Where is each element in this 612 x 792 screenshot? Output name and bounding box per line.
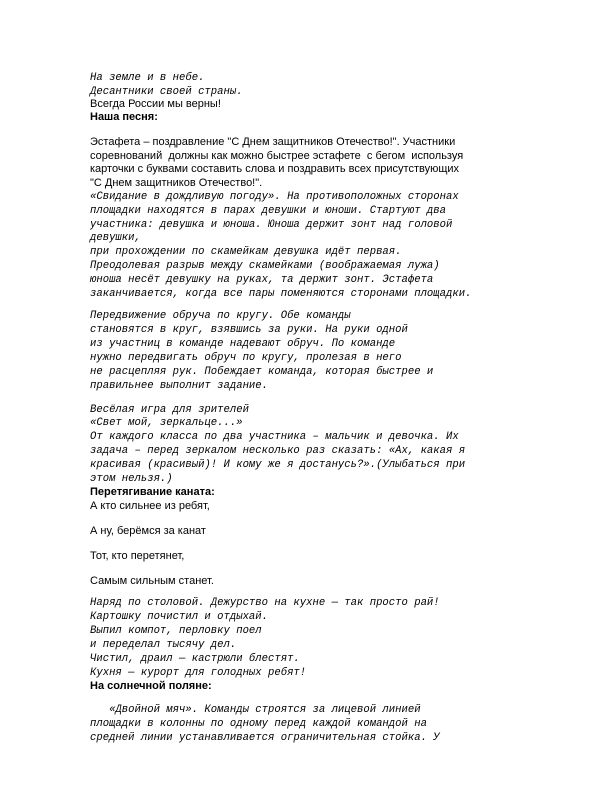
- hoop-game-line: Передвижение обруча по кругу. Обе команды: [90, 310, 351, 322]
- kitchen-verse-line: и переделал тысячу дел.: [90, 639, 237, 651]
- hoop-game-line: становятся в круг, взявшись за руки. На руки одной: [90, 324, 408, 336]
- ball-game-line: площадки в колонны по одному перед каждой командой на: [90, 718, 427, 730]
- kitchen-verse-line: Картошку почистил и отдыхай.: [90, 611, 269, 623]
- date-game-line: при прохождении по скамейкам девушка идёт первая.: [90, 246, 402, 258]
- mirror-game-line: От каждого класса по два участника – мальчик и девочка. Их: [90, 431, 459, 443]
- poem-line: Десантники своей страны.: [90, 86, 243, 98]
- hoop-game-line: правильнее выполнит задание.: [90, 380, 269, 392]
- date-game-line: площадки находятся в парах девушки и юноши. Стартуют два: [90, 205, 447, 217]
- date-game-line: «Свидание в дождливую погоду». На противоположных сторонах: [90, 191, 459, 203]
- mirror-game-line: Весёлая игра для зрителей: [90, 404, 249, 416]
- date-game-line: девушки,: [90, 232, 141, 244]
- hoop-game-line: не расцепляя рук. Побеждает команда, которая быстрее и: [90, 366, 434, 378]
- tug-verse-line: Самым сильным станет.: [90, 575, 214, 587]
- song-heading: Наша песня:: [90, 111, 158, 123]
- sunny-heading: На солнечной поляне:: [90, 680, 212, 692]
- poem-line: На земле и в небе.: [90, 72, 205, 84]
- ball-game-line: средней линии устанавливается ограничительная стойка. У: [90, 732, 440, 744]
- poem-line: Всегда России мы верны!: [90, 98, 221, 110]
- hoop-game-line: из участниц в команде надевают обруч. По команде: [90, 338, 396, 350]
- tug-heading: Перетягивание каната:: [90, 486, 215, 498]
- mirror-game-line: «Свет мой, зеркальце...»: [90, 417, 243, 429]
- relay-text-line: "С Днем защитников Отечество!".: [90, 177, 263, 189]
- tug-verse-line: А ну, берёмся за канат: [90, 525, 206, 537]
- ball-game-line: «Двойной мяч». Команды строятся за лицевой линией: [90, 704, 421, 716]
- date-game-line: участника: девушка и юноша. Юноша держит зонт над головой: [90, 219, 453, 231]
- kitchen-verse-line: Кухня — курорт для голодных ребят!: [90, 667, 307, 679]
- mirror-game-line: красивая (красивый)! И кому же я достанусь?».(Улыбаться при: [90, 459, 466, 471]
- date-game-line: заканчивается, когда все пары поменяются сторонами площадки.: [90, 288, 472, 300]
- kitchen-verse-line: Наряд по столовой. Дежурство на кухне — так просто рай!: [90, 597, 440, 609]
- kitchen-verse-line: Чистил, драил — кастрюли блестят.: [90, 653, 300, 665]
- relay-text-line: карточки с буквами составить слова и поздравить всех присутствующих: [90, 163, 460, 175]
- date-game-line: Преодолевая разрыв между скамейками (воображаемая лужа): [90, 260, 440, 272]
- mirror-game-line: этом нельзя.): [90, 473, 173, 485]
- tug-verse-line: Тот, кто перетянет,: [90, 550, 185, 562]
- date-game-line: юноша несёт девушку на руках, та держит зонт. Эстафета: [90, 274, 434, 286]
- hoop-game-line: нужно передвигать обруч по кругу, пролезая в него: [90, 352, 402, 364]
- mirror-game-line: задача – перед зеркалом несколько раз сказать: «Ах, какая я: [90, 445, 466, 457]
- kitchen-verse-line: Выпил компот, перловку поел: [90, 625, 262, 637]
- tug-verse-line: А кто сильнее из ребят,: [90, 500, 210, 512]
- relay-text-line: Эстафета – поздравление "С Днем защитников Отечество!". Участники: [90, 136, 456, 148]
- relay-text-line: соревнований должны как можно быстрее эстафете с бегом используя: [90, 150, 464, 162]
